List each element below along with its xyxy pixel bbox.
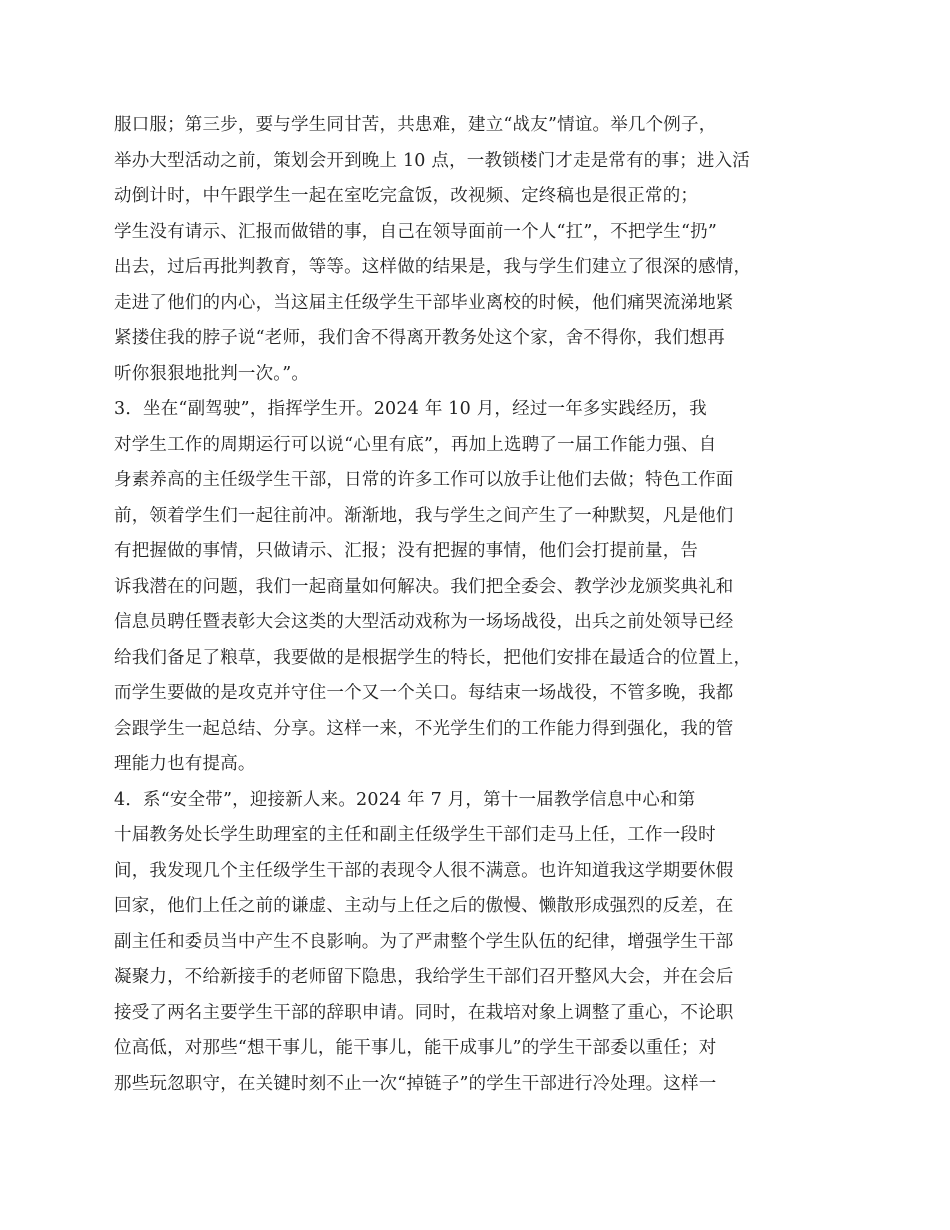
text-line: 诉我潜在的问题，我们一起商量如何解决。我们把全委会、教学沙龙颁奖典礼和 — [114, 576, 734, 597]
text-line: 凝聚力，不给新接手的老师留下隐患，我给学生干部们召开整风大会，并在会后 — [114, 967, 734, 987]
text-line: 动倒计时，中午跟学生一起在室吃完盒饭，改视频、定终稿也是很正常的； — [114, 186, 699, 206]
text-line: 理能力也有提高。 — [114, 754, 256, 774]
text-line: 十届教务处长学生助理室的主任和副主任级学生干部们走马上任，工作一段时 — [114, 825, 716, 845]
text-line: 而学生要做的是攻克并守住一个又一个关口。每结束一场战役，不管多晚，我都 — [114, 683, 734, 703]
text-line: 走进了他们的内心，当这届主任级学生干部毕业离校的时候，他们痛哭流涕地紧 — [114, 292, 734, 313]
body-text — [114, 108, 794, 1102]
text-line: 身素养高的主任级学生干部，日常的许多工作可以放手让他们去做；特色工作面 — [114, 470, 734, 490]
text-line: 出去，过后再批判教育，等等。这样做的结果是，我与学生们建立了很深的感情， — [114, 257, 752, 277]
section-4-heading-line: 4．系“安全带”，迎接新人来。2024 年 7 月，第十一届教学信息中心和第 — [114, 789, 696, 810]
text-line: 有把握做的事情，只做请示、汇报；没有把握的事情，他们会打提前量，告 — [114, 541, 699, 561]
text-line: 间，我发现几个主任级学生干部的表现令人很不满意。也许知道我这学期要休假 — [114, 860, 734, 881]
section-3-heading-line: 3．坐在“副驾驶”，指挥学生开。2024 年 10 月，经过一年多实践经历，我 — [114, 399, 707, 419]
text-line: 前，领着学生们一起往前冲。渐渐地，我与学生之间产生了一种默契，凡是他们 — [114, 505, 734, 526]
text-line: 紧搂住我的脖子说“老师，我们舍不得离开教务处这个家，舍不得你，我们想再 — [114, 328, 725, 348]
text-line: 学生没有请示、汇报而做错的事，自己在领导面前一个人“扛”，不把学生“扔” — [114, 221, 717, 242]
text-line: 位高低，对那些“想干事儿，能干事儿，能干成事儿”的学生干部委以重任；对 — [114, 1038, 717, 1058]
text-line: 对学生工作的周期运行可以说“心里有底”，再加上选聘了一届工作能力强、自 — [114, 434, 717, 455]
text-line: 会跟学生一起总结、分享。这样一来，不光学生们的工作能力得到强化，我的管 — [114, 718, 734, 739]
text-line: 回家，他们上任之前的谦虚、主动与上任之后的傲慢、懒散形成强烈的反差，在 — [114, 896, 734, 916]
text-line: 听你狠狠地批判一次。”。 — [114, 363, 310, 384]
text-line: 服口服；第三步，要与学生同甘苦，共患难，建立“战友”情谊。举几个例子， — [114, 115, 717, 135]
text-line: 信息员聘任暨表彰大会这类的大型活动戏称为一场场战役，出兵之前处领导已经 — [114, 612, 734, 632]
text-line: 给我们备足了粮草，我要做的是根据学生的特长，把他们安排在最适合的位置上， — [114, 647, 752, 668]
text-line: 那些玩忽职守，在关键时刻不止一次“掉链子”的学生干部进行冷处理。这样一 — [114, 1073, 717, 1094]
text-line: 副主任和委员当中产生不良影响。为了严肃整个学生队伍的纪律，增强学生干部 — [114, 931, 734, 952]
text-line: 接受了两名主要学生干部的辞职申请。同时，在栽培对象上调整了重心，不论职 — [114, 1002, 734, 1023]
text-line: 举办大型活动之前，策划会开到晚上 10 点，一教锁楼门才走是常有的事；进入活 — [114, 150, 750, 171]
